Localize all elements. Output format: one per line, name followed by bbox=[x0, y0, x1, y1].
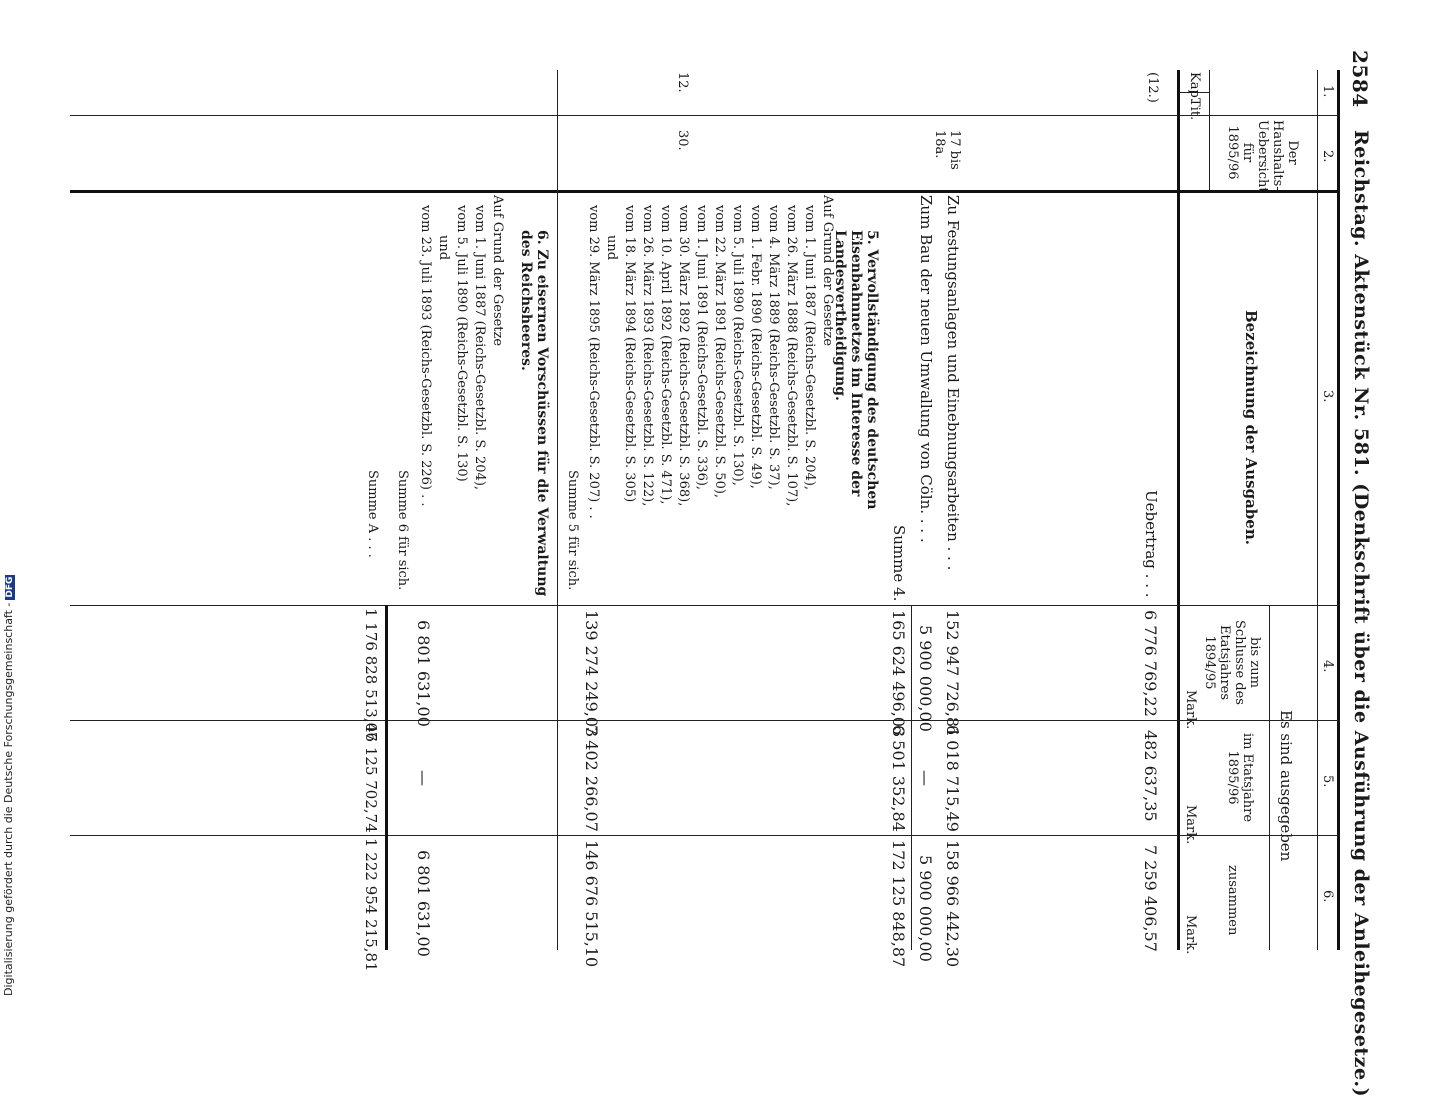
row-label: Zu Festungsanlagen und Einebnungsarbeiten . . . bbox=[944, 195, 962, 571]
col-number: 3. bbox=[1320, 390, 1335, 403]
row-label: Summe 4. bbox=[890, 525, 908, 602]
col-number: 1. bbox=[1320, 85, 1335, 98]
value-col5: 6 018 715,49 bbox=[943, 725, 962, 832]
law-line: vom 23. Juli 1893 (Reichs-Gesetzbl. S. 226) . . bbox=[418, 205, 433, 507]
law-line: vom 22. März 1891 (Reichs-Gesetzbl. S. 50), bbox=[712, 205, 727, 499]
section-rule bbox=[557, 70, 558, 950]
law-line: vom 5. Juli 1890 (Reichs-Gesetzbl. S. 130) bbox=[454, 205, 469, 482]
subtotal-rule bbox=[911, 605, 912, 950]
value-col4: 165 624 496,03 bbox=[889, 610, 908, 738]
rotated-table-sheet bbox=[70, 50, 1380, 1097]
value-col5: 7 402 266,07 bbox=[582, 725, 601, 832]
value-col4: 6 776 769,22 bbox=[1141, 610, 1160, 717]
col-number: 6. bbox=[1320, 890, 1335, 903]
unit-label: Mark. bbox=[1183, 690, 1198, 730]
kap-cell: 12. bbox=[675, 72, 690, 93]
tit-label: Tit. bbox=[1187, 98, 1202, 121]
law-line: vom 1. Febr. 1890 (Reichs-Gesetzbl. S. 49), bbox=[748, 205, 763, 489]
law-line: vom 1. Juni 1887 (Reichs-Gesetzbl. S. 204), bbox=[802, 205, 817, 491]
col1-title: Der Haushalts-Uebersicht für 1895/96 bbox=[1225, 120, 1300, 193]
value-col6: 6 801 631,00 bbox=[414, 850, 433, 957]
value-col4: 152 947 726,81 bbox=[943, 610, 962, 738]
row-label: Summe A . . . bbox=[365, 470, 380, 558]
dfg-logo: DFG bbox=[5, 576, 15, 598]
group-rule bbox=[1269, 605, 1270, 950]
header-bottom-rule bbox=[1177, 70, 1180, 950]
value-col4: 5 900 000,00 bbox=[916, 625, 935, 732]
law-line: vom 26. März 1893 (Reichs-Gesetzbl. S. 122), bbox=[640, 205, 655, 507]
col-number: 2. bbox=[1320, 150, 1335, 163]
table-top-rule bbox=[1337, 70, 1340, 950]
value-col5: — bbox=[916, 770, 935, 786]
section6-title: 6. Zu eisernen Vorschüssen für die Verwaltung des Reichsheeres. bbox=[518, 230, 550, 597]
law-line: vom 10. April 1892 (Reichs-Gesetzbl. S. 471), bbox=[658, 205, 673, 505]
col4-title: bis zum Schlusse des Etatsjahres 1894/95 bbox=[1202, 620, 1262, 705]
value-col4: 6 801 631,00 bbox=[414, 620, 433, 727]
kap-label: Kap. bbox=[1187, 72, 1202, 102]
value-col5: 482 637,35 bbox=[1141, 730, 1160, 822]
law-line: vom 30. März 1892 (Reichs-Gesetzbl. S. 368), bbox=[676, 205, 691, 507]
law-line: Auf Grund der Gesetze bbox=[820, 195, 835, 347]
law-line: vom 18. März 1894 (Reichs-Gesetzbl. S. 305) bbox=[622, 205, 637, 503]
row-label: Uebertrag . . . bbox=[1142, 490, 1160, 598]
row-label: Zum Bau der neuen Umwallung von Cöln. . . . bbox=[917, 195, 935, 543]
unit-label: Mark. bbox=[1183, 915, 1198, 955]
tit-cell: 30. bbox=[675, 130, 690, 151]
col-sep-2 bbox=[70, 190, 1340, 193]
value-col6: 158 966 442,30 bbox=[943, 840, 962, 968]
col5-title: im Etatsjahre 1895/96 bbox=[1225, 732, 1255, 823]
law-line: vom 1. Juni 1891 (Reichs-Gesetzbl. S. 336), bbox=[694, 205, 709, 491]
row-label: Summe 5 für sich. bbox=[565, 470, 580, 591]
row-label: Summe 6 für sich. bbox=[395, 470, 410, 591]
value-col6: 5 900 000,00 bbox=[916, 855, 935, 962]
kap-cell: (12.) bbox=[1145, 72, 1160, 103]
law-line: vom 4. März 1889 (Reichs-Gesetzbl. S. 37), bbox=[766, 205, 781, 490]
page-number: 2584 bbox=[1348, 50, 1372, 108]
col-number-rule bbox=[1317, 70, 1318, 950]
col3-title: Bezeichnung der Ausgaben. bbox=[1242, 310, 1260, 545]
col-sep-5 bbox=[70, 835, 1340, 836]
kap-rule bbox=[1209, 70, 1210, 190]
total-rule bbox=[385, 605, 388, 950]
col6-title: zusammen bbox=[1225, 865, 1240, 936]
col-sep-1 bbox=[70, 115, 1340, 116]
law-line: vom 1. Juni 1887 (Reichs-Gesetzbl. S. 204), bbox=[472, 205, 487, 491]
col-number: 5. bbox=[1320, 775, 1335, 788]
value-col6: 7 259 406,57 bbox=[1141, 845, 1160, 952]
law-line: vom 5. Juli 1890 (Reichs-Gesetzbl. S. 130), bbox=[730, 205, 745, 486]
running-title: Reichstag. Aktenstück Nr. 581. (Denkschrift über die Ausführung der Anleihegesetze.) bbox=[1350, 130, 1372, 1097]
value-col5: 6 501 352,84 bbox=[889, 725, 908, 832]
value-col6: 1 222 954 215,81 bbox=[362, 838, 380, 972]
tit-cell: 17 bis 18a. bbox=[932, 130, 962, 170]
law-line: vom 29. März 1895 (Reichs-Gesetzbl. S. 207) . . bbox=[586, 205, 601, 519]
law-line: vom 26. März 1888 (Reichs-Gesetzbl. S. 107), bbox=[784, 205, 799, 507]
digitization-note bbox=[2, 575, 15, 996]
law-line: und bbox=[436, 235, 451, 261]
digitization-text: Digitalisierung gefördert durch die Deutsche Forschungsgemeinschaft - bbox=[2, 602, 15, 996]
value-col5: — bbox=[414, 770, 433, 786]
value-col5: 46 125 702,74 bbox=[362, 723, 380, 833]
value-col4: 139 274 249,03 bbox=[582, 610, 601, 738]
unit-label: Mark. bbox=[1183, 805, 1198, 845]
col-sep-3 bbox=[70, 605, 1340, 606]
group-title: Es sind ausgegeben bbox=[1277, 710, 1295, 862]
section5-title: 5. Vervollständigung des deutschen Eisenbahnnetzes im Interesse der Landesvertheidigung. bbox=[832, 230, 880, 510]
col-sep-4 bbox=[70, 720, 1340, 721]
law-line: Auf Grund der Gesetze bbox=[490, 195, 505, 347]
law-line: und bbox=[604, 235, 619, 261]
value-col6: 172 125 848,87 bbox=[889, 840, 908, 968]
col-number: 4. bbox=[1320, 660, 1335, 673]
value-col6: 146 676 515,10 bbox=[582, 840, 601, 968]
value-col4: 1 176 828 513,07 bbox=[362, 608, 380, 742]
